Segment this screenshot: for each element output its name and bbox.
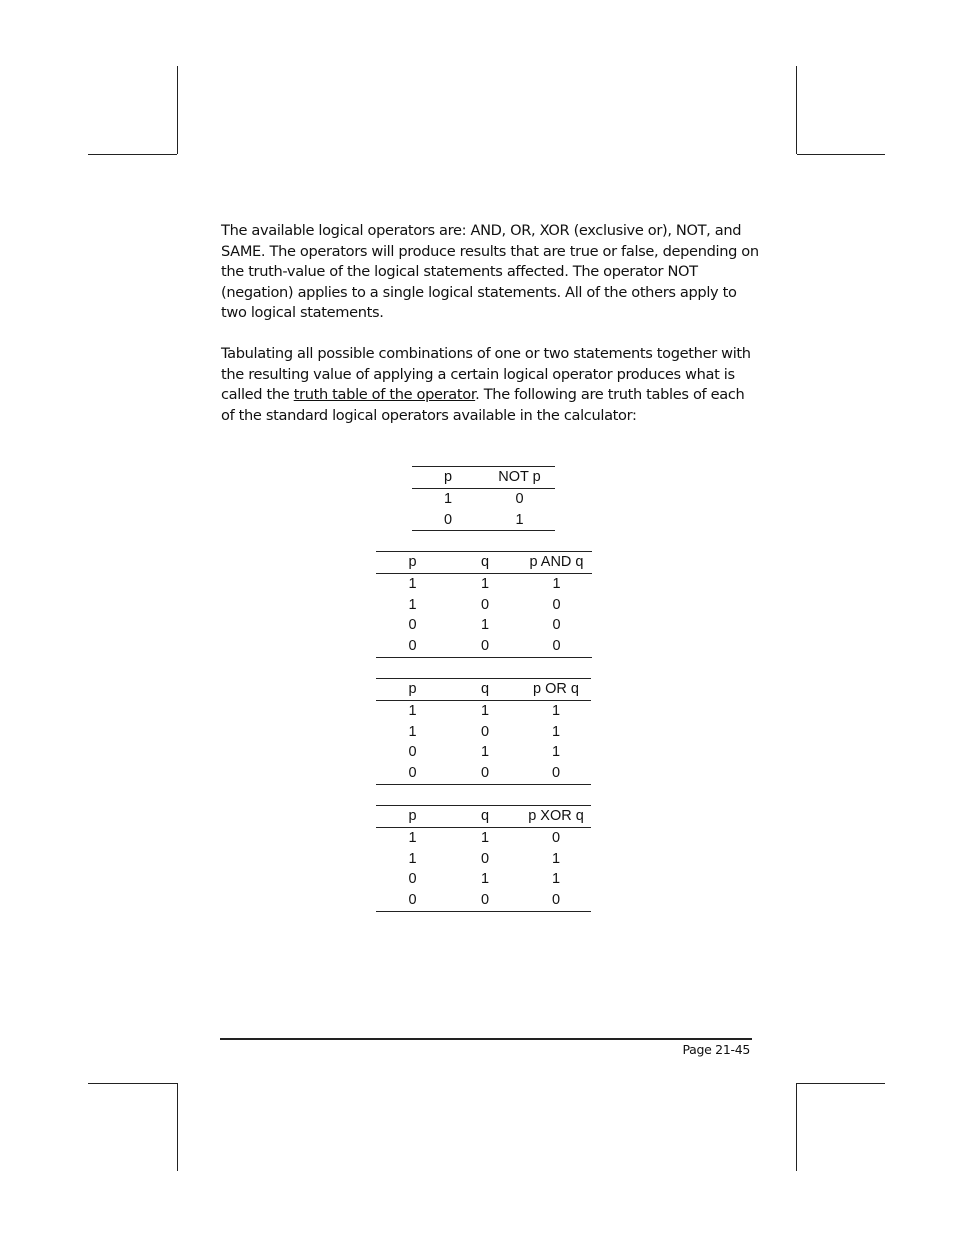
table-cell: 1 <box>551 702 561 719</box>
table-cell: 0 <box>412 510 484 531</box>
table-cell: 1 <box>408 575 417 592</box>
table-cell: 1 <box>484 510 555 531</box>
paragraph-truth-tables-text-start: Tabulating all possible combinations of one or two statements together with the resulting value of applying a certain logical operator produces what is called the <box>221 345 751 404</box>
column-header: q <box>449 552 521 574</box>
table-cell: 1 <box>408 829 417 846</box>
table-row <box>376 700 591 721</box>
table-cell: 0 <box>449 890 521 911</box>
column-header: p <box>376 552 449 574</box>
xor-truth-table <box>376 805 591 912</box>
table-cell: 1 <box>408 850 417 867</box>
paragraph-truth-tables-text-end: . The following are truth tables of each of the standard logical operators available in the calculator: <box>221 386 745 424</box>
table-cell: 1 <box>480 702 490 719</box>
table-header-row <box>376 552 592 574</box>
table-header-row <box>376 806 591 828</box>
crop-mark-bottom-right-horizontal <box>797 1083 885 1084</box>
column-header: p AND q <box>521 552 592 574</box>
crop-mark-top-left-vertical <box>177 66 178 154</box>
footer-rule <box>220 1038 752 1040</box>
table-cell: 0 <box>449 763 521 784</box>
table-row <box>376 722 591 743</box>
table-header-row <box>376 679 591 701</box>
column-header: p OR q <box>521 679 591 701</box>
table-cell: 0 <box>521 890 591 911</box>
table-cell: 1 <box>443 490 453 507</box>
column-header: p <box>412 467 484 489</box>
column-header: NOT p <box>484 467 555 489</box>
table-row <box>376 615 592 636</box>
table-row <box>376 595 592 616</box>
table-cell: 0 <box>521 636 592 657</box>
truth-table-term: truth table of the operator <box>293 386 476 404</box>
or-truth-table <box>376 678 591 785</box>
table-row <box>376 827 591 848</box>
crop-mark-bottom-left-horizontal <box>88 1083 177 1084</box>
table-cell: 1 <box>551 850 561 867</box>
table-cell: 0 <box>376 763 449 784</box>
table-cell: 0 <box>408 744 417 761</box>
and-truth-table <box>376 551 592 658</box>
table-cell: 1 <box>480 829 490 846</box>
table-cell: 0 <box>552 617 561 634</box>
column-header: p <box>376 679 449 701</box>
table-row <box>376 763 591 784</box>
table-cell: 0 <box>449 636 521 657</box>
table-cell: 0 <box>408 871 417 888</box>
table-cell: 1 <box>551 744 561 761</box>
table-cell: 0 <box>376 890 449 911</box>
table-row <box>376 742 591 763</box>
column-header: q <box>449 679 521 701</box>
crop-mark-bottom-right-vertical <box>796 1083 797 1171</box>
table-row <box>376 573 592 594</box>
table-cell: 1 <box>480 575 490 592</box>
table-cell: 0 <box>515 490 524 507</box>
table-cell: 1 <box>551 723 561 740</box>
table-row <box>376 849 591 870</box>
column-header: q <box>449 806 521 828</box>
table-cell: 0 <box>480 850 490 867</box>
table-row <box>376 869 591 890</box>
table-cell: 1 <box>408 723 417 740</box>
table-cell: 0 <box>408 617 417 634</box>
crop-mark-top-left-horizontal <box>88 154 177 155</box>
crop-mark-bottom-left-vertical <box>177 1083 178 1171</box>
table-cell: 0 <box>552 596 561 613</box>
crop-mark-top-right-horizontal <box>797 154 885 155</box>
table-cell: 0 <box>551 829 561 846</box>
table-cell: 0 <box>376 636 449 657</box>
paragraph-logical-operators: The available logical operators are: AND, OR, XOR (exclusive or), NOT, and SAME. The operators will produce results that are true or false, depending on the truth-value of the logical statements affected. The operator NOT (negation) applies to a single logical statements. All of the others apply to two logical statements. <box>221 222 759 322</box>
table-header-row <box>412 467 555 489</box>
column-header: p XOR q <box>521 806 591 828</box>
table-cell: 1 <box>480 617 490 634</box>
table-cell: 0 <box>480 723 490 740</box>
table-cell: 1 <box>480 744 490 761</box>
paragraph-truth-tables <box>221 344 761 426</box>
column-header: p <box>376 806 449 828</box>
table-cell: 1 <box>408 596 417 613</box>
table-cell: 0 <box>480 596 490 613</box>
table-row <box>376 890 591 911</box>
table-row <box>376 636 592 657</box>
table-cell: 1 <box>551 871 561 888</box>
table-cell: 1 <box>480 871 490 888</box>
table-cell: 1 <box>408 702 417 719</box>
table-row <box>412 488 555 509</box>
table-cell: 0 <box>521 763 591 784</box>
page-number: Page 21-45 <box>682 1042 750 1057</box>
crop-mark-top-right-vertical <box>796 66 797 154</box>
table-row <box>412 510 555 531</box>
not-truth-table <box>412 466 555 531</box>
table-cell: 1 <box>552 575 561 592</box>
